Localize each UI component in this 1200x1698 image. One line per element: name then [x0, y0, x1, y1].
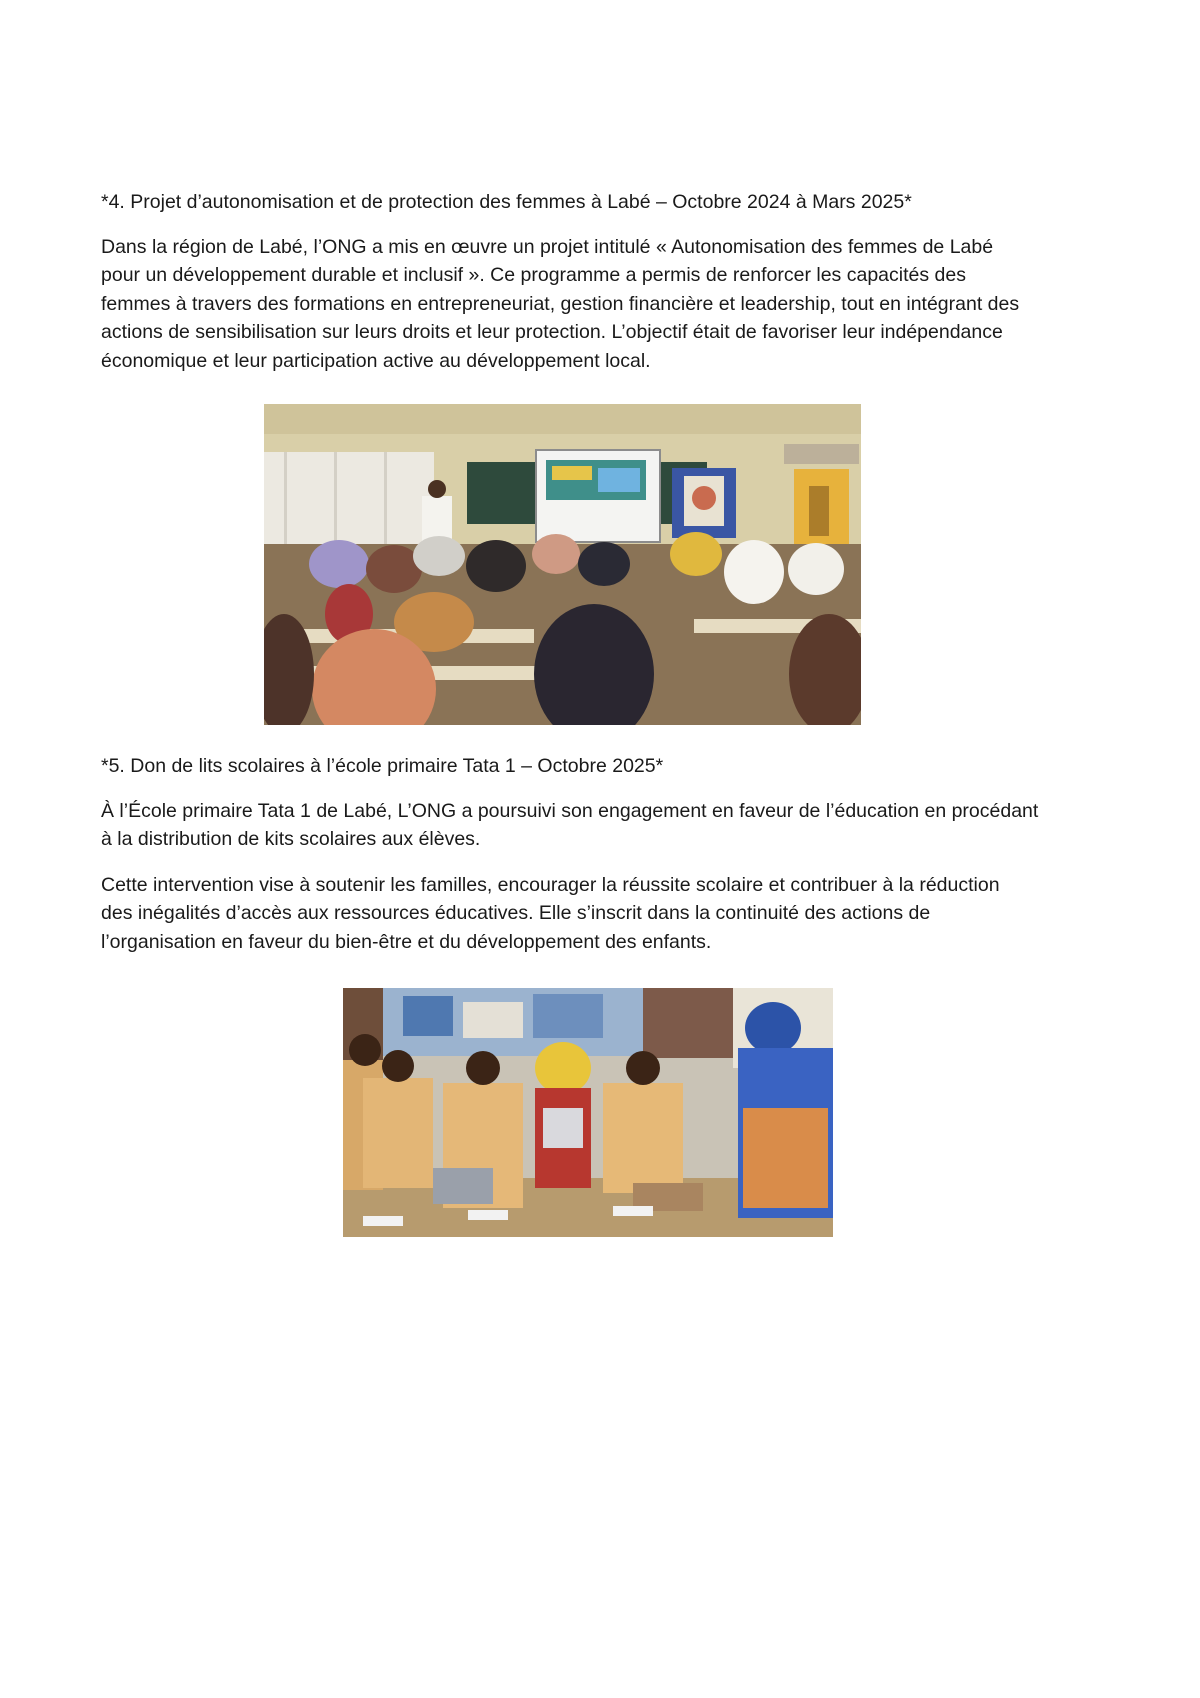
- section-5-paragraph-1: [101, 797, 1101, 854]
- school-kits-photo-illustration: [343, 988, 833, 1237]
- paragraph-line: pour un développement durable et inclusif ». Ce programme a permis de renforcer les capacités des: [101, 264, 966, 287]
- school-kits-photo: [343, 988, 833, 1237]
- paragraph-line: À l’École primaire Tata 1 de Labé, L’ONG a poursuivi son engagement en faveur de l’éducation en procédant: [101, 800, 1039, 822]
- training-session-photo: [264, 404, 861, 725]
- section-5-paragraph-2: [101, 871, 1101, 956]
- paragraph-line: Cette intervention vise à soutenir les familles, encourager la réussite scolaire et contribuer à la réduction: [101, 874, 1000, 896]
- section-4-paragraph: [101, 233, 1101, 375]
- paragraph-line: économique et leur participation active au développement local.: [101, 349, 651, 372]
- paragraph-line: des inégalités d’accès aux ressources éducatives. Elle s’inscrit dans la continuité des actions de: [101, 902, 931, 925]
- training-session-photo-illustration: [264, 404, 861, 725]
- section-5-heading: *5. Don de lits scolaires à l’école primaire Tata 1 – Octobre 2025*: [101, 755, 664, 777]
- section-4-heading: *4. Projet d’autonomisation et de protection des femmes à Labé – Octobre 2024 à Mars 2025*: [101, 191, 912, 213]
- paragraph-line: Dans la région de Labé, l’ONG a mis en œuvre un projet intitulé « Autonomisation des femmes de Labé: [101, 236, 994, 258]
- paragraph-line: l’organisation en faveur du bien-être et du développement des enfants.: [101, 930, 712, 953]
- paragraph-line: femmes à travers des formations en entrepreneuriat, gestion financière et leadership, tout en intégrant des: [101, 292, 1020, 315]
- paragraph-line: actions de sensibilisation sur leurs droits et leur protection. L’objectif était de favoriser leur indépendance: [101, 321, 1003, 344]
- paragraph-line: à la distribution de kits scolaires aux élèves.: [101, 828, 481, 851]
